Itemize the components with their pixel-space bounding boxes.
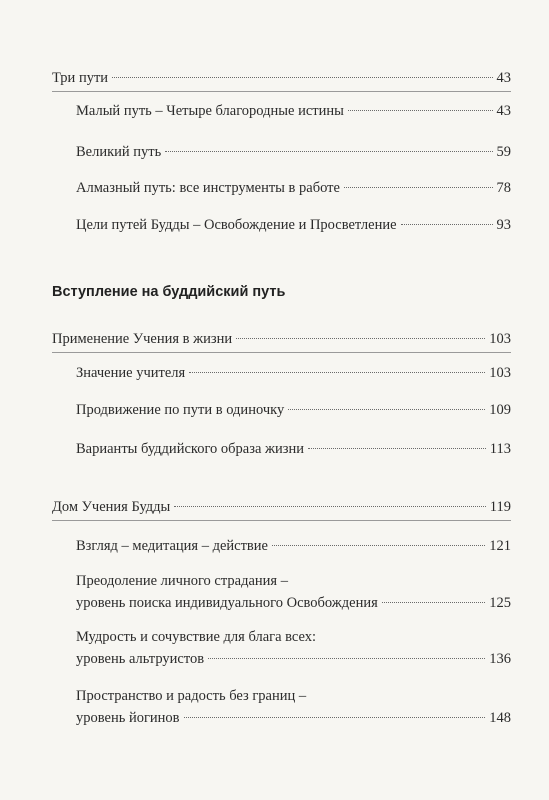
toc-entry-label: Продвижение по пути в одиночку (76, 402, 285, 418)
toc-entry-three-paths (52, 67, 511, 89)
toc-entry-label: Великий путь (76, 144, 162, 160)
toc-entry-label-line1: Преодоление личного страдания – (76, 573, 288, 589)
toc-subentry (76, 100, 511, 122)
toc-entry-label: Три пути (52, 70, 109, 86)
toc-subentry (76, 362, 511, 384)
toc-entry-label-line1: Пространство и радость без границ – (76, 688, 307, 704)
toc-entry-house-of-teaching (52, 496, 511, 518)
leader-dots (308, 448, 486, 449)
toc-subentry (76, 214, 511, 236)
leader-dots (288, 409, 485, 410)
leader-dots (174, 506, 486, 507)
toc-entry-page: 125 (489, 595, 511, 611)
leader-dots (382, 602, 485, 603)
leader-dots (112, 77, 492, 78)
toc-entry-page: 43 (496, 103, 511, 119)
toc-entry-label-line2: уровень поиска индивидуального Освобождения (76, 595, 378, 611)
toc-entry-label-line1: Мудрость и сочувствие для блага всех: (76, 629, 317, 645)
toc-entry-label: Дом Учения Будды (52, 499, 171, 515)
leader-dots (348, 110, 493, 111)
toc-entry-label-line2: уровень альтруистов (76, 651, 205, 667)
toc-entry-page: 119 (489, 499, 511, 515)
toc-entry-page: 136 (489, 651, 511, 667)
toc-subentry-multiline (76, 685, 511, 729)
toc-subentry (76, 535, 511, 557)
toc-entry-page: 78 (496, 180, 511, 196)
toc-entry-application (52, 328, 511, 350)
toc-entry-page: 121 (489, 538, 511, 554)
toc-subentry (76, 141, 511, 163)
toc-entry-page: 113 (489, 441, 511, 457)
toc-entry-label: Малый путь – Четыре благородные истины (76, 103, 344, 119)
leader-dots (272, 545, 485, 546)
toc-entry-page: 93 (496, 217, 511, 233)
leader-dots (189, 372, 485, 373)
leader-dots (184, 717, 486, 718)
section-heading: Вступление на буддийский путь (52, 284, 286, 300)
toc-subentry-multiline (76, 570, 511, 614)
toc-subentry (76, 438, 511, 460)
leader-dots (344, 187, 493, 188)
toc-entry-page: 43 (496, 70, 511, 86)
toc-entry-label: Значение учителя (76, 365, 186, 381)
toc-entry-page: 148 (489, 710, 511, 726)
divider (52, 352, 511, 353)
toc-entry-page: 103 (489, 331, 511, 347)
divider (52, 520, 511, 521)
leader-dots (401, 224, 493, 225)
leader-dots (236, 338, 485, 339)
toc-entry-label: Применение Учения в жизни (52, 331, 233, 347)
toc-entry-page: 109 (489, 402, 511, 418)
toc-subentry-multiline (76, 626, 511, 670)
divider (52, 91, 511, 92)
toc-subentry (76, 399, 511, 421)
leader-dots (165, 151, 492, 152)
toc-subentry (76, 177, 511, 199)
toc-entry-label: Цели путей Будды – Освобождение и Просветление (76, 217, 397, 233)
toc-entry-page: 59 (496, 144, 511, 160)
toc-entry-label: Взгляд – медитация – действие (76, 538, 268, 554)
toc-entry-page: 103 (489, 365, 511, 381)
leader-dots (208, 658, 485, 659)
toc-entry-label-line2: уровень йогинов (76, 710, 180, 726)
toc-entry-label: Алмазный путь: все инструменты в работе (76, 180, 340, 196)
toc-entry-label: Варианты буддийского образа жизни (76, 441, 305, 457)
